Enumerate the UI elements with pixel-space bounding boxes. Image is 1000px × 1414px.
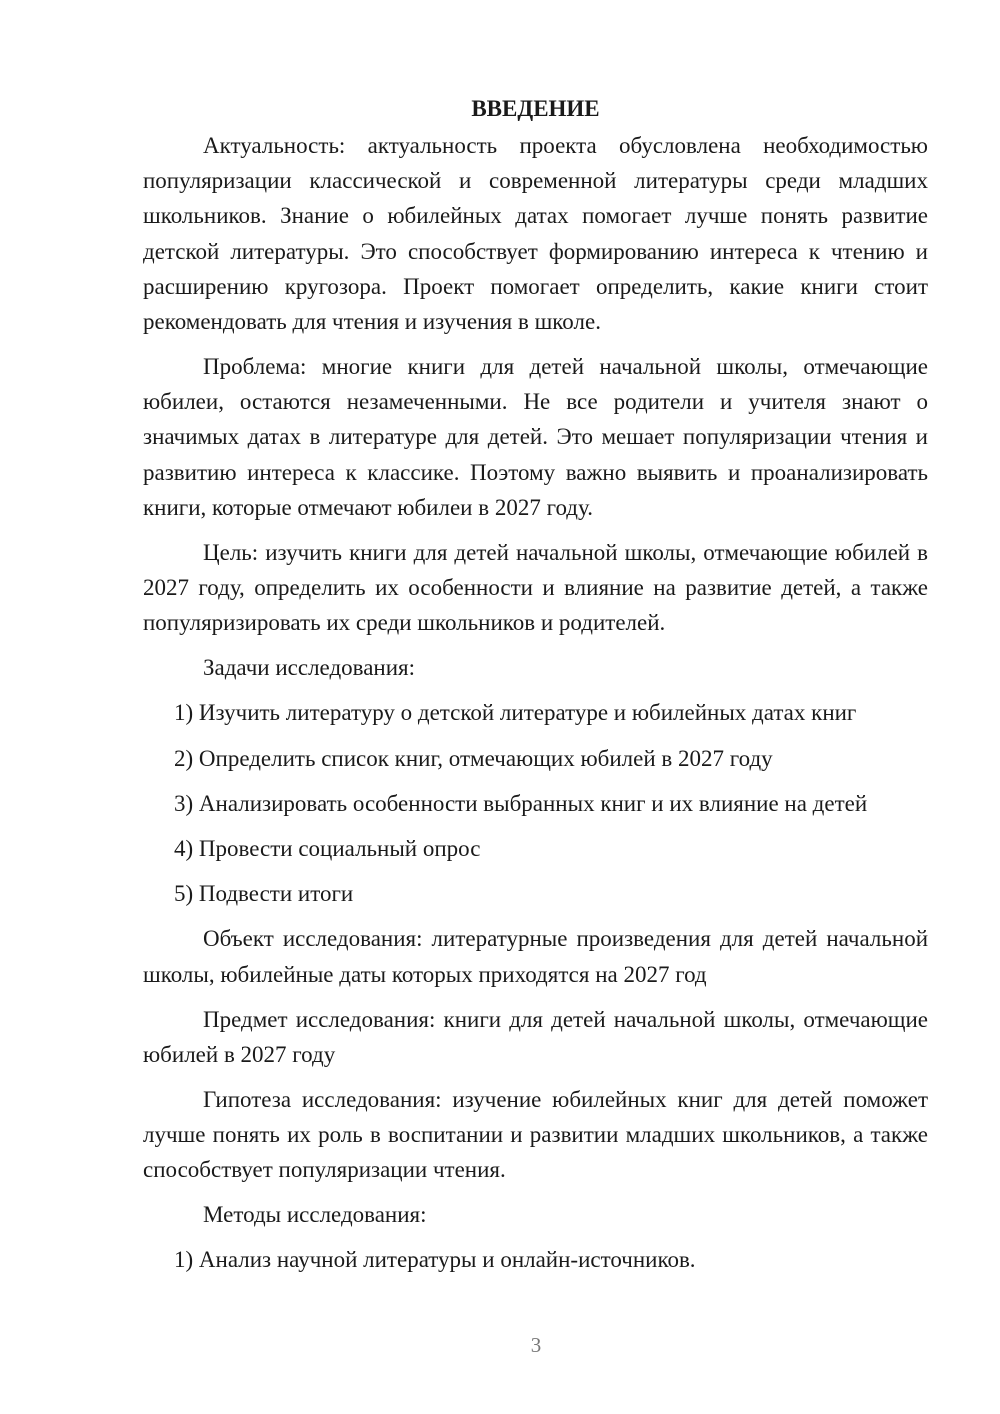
tasks-list: [143, 695, 928, 911]
page-number: 3: [530, 1333, 542, 1357]
task-item: 5) Подвести итоги: [174, 881, 354, 907]
hypothesis-paragraph: Гипотеза исследования: изучение юбилейных книг для детей поможет лучше понять их роль в воспитании и развитии младших школьников, а также способствует популяризации чтения.: [143, 1086, 928, 1183]
section-heading: ВВЕДЕНИЕ: [471, 96, 600, 121]
object-paragraph: Объект исследования: литературные произведения для детей начальной школы, юбилейные даты которых приходятся на 2027 год: [143, 926, 928, 987]
subject-paragraph: Предмет исследования: книги для детей начальной школы, отмечающие юбилей в 2027 году: [143, 1006, 928, 1067]
goal-paragraph: Цель: изучить книги для детей начальной школы, отмечающие юбилей в 2027 году, определить их особенности и влияние на развитие детей, а также популяризировать их среди школьников и родителей.: [143, 539, 928, 636]
tasks-title: Задачи исследования:: [203, 655, 416, 681]
task-item: 1) Изучить литературу о детской литературе и юбилейных датах книг: [174, 700, 857, 726]
methods-title: Методы исследования:: [203, 1202, 427, 1228]
problem-paragraph: Проблема: многие книги для детей начальной школы, отмечающие юбилеи, остаются незамеченными. Не все родители и учителя знают о значимых датах в литературе для детей. Это мешает популяризации чтения и развитию интереса к классике. Поэтому важно выявить и проанализировать книги, которые отмечают юбилеи в 2027 году.: [143, 354, 928, 520]
page-content: [143, 94, 928, 1288]
method-item: 1) Анализ научной литературы и онлайн-источников.: [174, 1247, 696, 1273]
relevance-paragraph: Актуальность: актуальность проекта обусловлена необходимостью популяризации классической и современной литературы среди младших школьников. Знание о юбилейных датах помогает лучше понять развитие детской литературы. Это способствует формированию интереса к чтению и расширению кругозора. Проект помогает определить, какие книги стоит рекомендовать для чтения и изучения в школе.: [143, 133, 928, 335]
methods-list: [143, 1242, 928, 1277]
task-item: 2) Определить список книг, отмечающих юбилей в 2027 году: [174, 745, 773, 771]
task-item: 3) Анализировать особенности выбранных книг и их влияние на детей: [174, 790, 868, 816]
task-item: 4) Провести социальный опрос: [174, 836, 481, 862]
